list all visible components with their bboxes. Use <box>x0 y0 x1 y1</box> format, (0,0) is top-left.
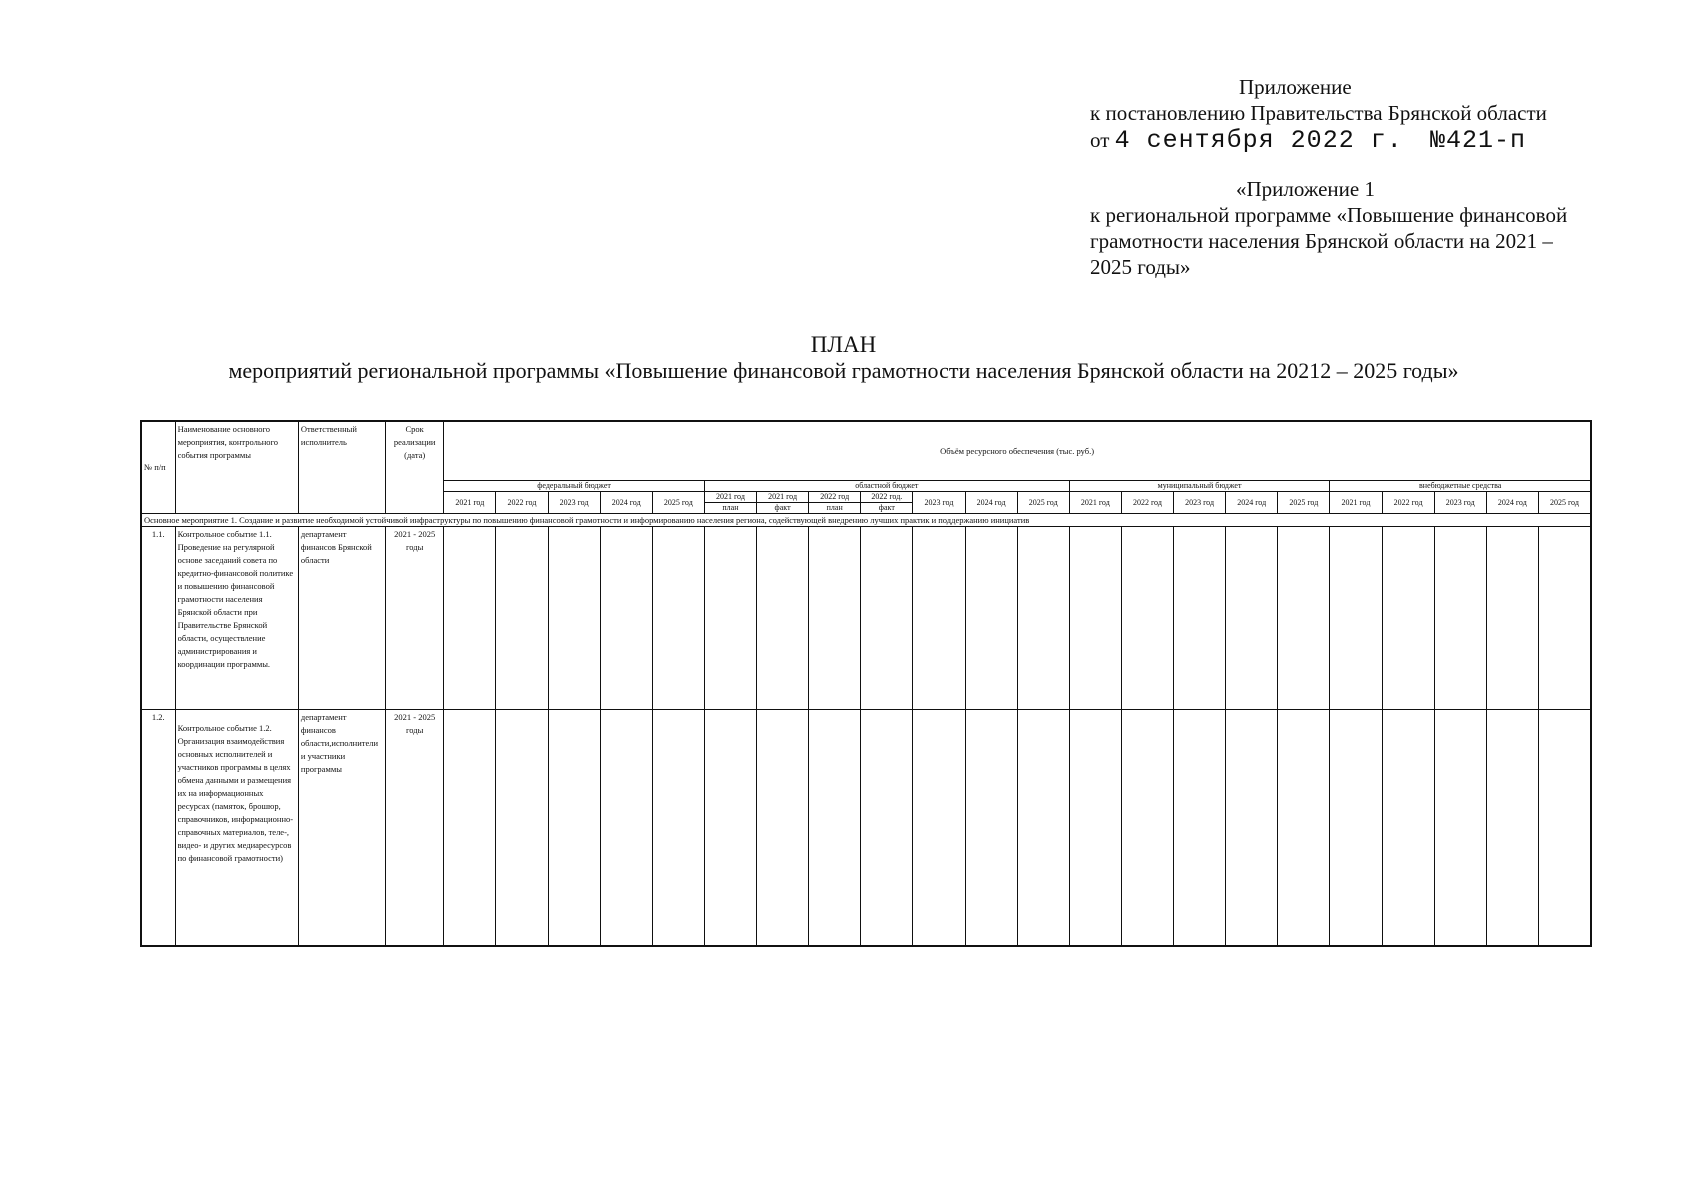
program-line-2: грамотности населения Брянской области на 2021 – <box>1090 229 1553 253</box>
program-line-1: к региональной программе «Повышение финансовой <box>1090 203 1568 227</box>
federal-year-header: 2024 год <box>600 492 652 514</box>
regional-fact-header: факт <box>861 503 913 514</box>
row-responsible: департамент финансов области,исполнители и участники программы <box>298 710 385 947</box>
empty-cell <box>1017 527 1069 710</box>
program-line-3: 2025 годы» <box>1090 255 1191 279</box>
federal-year-header: 2025 год <box>652 492 704 514</box>
empty-cell <box>1226 527 1278 710</box>
col-name-header: Наименование основного мероприятия, контрольного события программы <box>175 421 298 514</box>
empty-cell <box>1226 710 1278 947</box>
empty-cell <box>548 527 600 710</box>
empty-cell <box>1486 527 1538 710</box>
empty-cell <box>652 710 704 947</box>
regional-fact-header: факт <box>757 503 809 514</box>
empty-cell <box>704 527 756 710</box>
row-term: 2021 - 2025 годы <box>386 710 444 947</box>
plan-table <box>140 420 1592 947</box>
table-row <box>141 527 1591 710</box>
extra-year-header: 2022 год <box>1382 492 1434 514</box>
regional-year-header: 2024 год <box>965 492 1017 514</box>
empty-cell <box>496 527 548 710</box>
empty-cell <box>861 527 913 710</box>
empty-cell <box>1434 710 1486 947</box>
date-prefix: от <box>1090 128 1110 152</box>
empty-cell <box>1174 527 1226 710</box>
empty-cell <box>652 527 704 710</box>
empty-cell <box>1069 710 1121 947</box>
empty-cell <box>1069 527 1121 710</box>
date-line <box>1090 127 1547 154</box>
municipal-year-header: 2024 год <box>1226 492 1278 514</box>
municipal-year-header: 2023 год <box>1174 492 1226 514</box>
empty-cell <box>757 710 809 947</box>
empty-cell <box>1121 527 1173 710</box>
empty-cell <box>965 710 1017 947</box>
empty-cell <box>1538 527 1591 710</box>
regional-year-header: 2021 год <box>704 492 756 503</box>
extra-year-header: 2024 год <box>1486 492 1538 514</box>
empty-cell <box>1330 527 1382 710</box>
empty-cell <box>548 710 600 947</box>
empty-cell <box>444 527 496 710</box>
municipal-year-header: 2021 год <box>1069 492 1121 514</box>
col-term-header: Срок реализации (дата) <box>386 421 444 514</box>
page-subtitle: мероприятий региональной программы «Повышение финансовой грамотности населения Брянской области на 20212 – 2025 годы» <box>228 358 1459 383</box>
appendix1-label: «Приложение 1 <box>1236 177 1375 201</box>
section-main-event-1: Основное мероприятие 1. Создание и развитие необходимой устойчивой инфраструктуры по повышению финансовой грамотности и информированию населения региона, содействующей внедрению лучших практик и поддержанию инициатив <box>141 514 1591 527</box>
budget-extra-header: внебюджетные средства <box>1330 481 1591 492</box>
empty-cell <box>496 710 548 947</box>
resolution-line: к постановлению Правительства Брянской области <box>1090 101 1547 125</box>
municipal-year-header: 2022 год <box>1121 492 1173 514</box>
regional-plan-header: план <box>704 503 756 514</box>
row-term: 2021 - 2025 годы <box>386 527 444 710</box>
row-num: 1.1. <box>141 527 175 710</box>
municipal-year-header: 2025 год <box>1278 492 1330 514</box>
page-title: ПЛАН <box>810 332 877 357</box>
number-typed: №421-п <box>1429 126 1526 155</box>
row-name: Контрольное событие 1.1. Проведение на регулярной основе заседаний совета по кредитно-финансовой политике и повышению финансовой грамотности населения Брянской области при Правительстве Брянской области, осуществление администрирования и координации программы. <box>175 527 298 710</box>
federal-year-header: 2022 год <box>496 492 548 514</box>
empty-cell <box>600 527 652 710</box>
col-num-header: № п/п <box>141 421 175 514</box>
appendix-label: Приложение <box>1239 75 1352 99</box>
date-typed: 4 сентября 2022 г. <box>1114 126 1403 155</box>
col-responsible-header: Ответственный исполнитель <box>298 421 385 514</box>
empty-cell <box>1278 710 1330 947</box>
empty-cell <box>704 710 756 947</box>
extra-year-header: 2025 год <box>1538 492 1591 514</box>
regional-plan-header: план <box>809 503 861 514</box>
federal-year-header: 2021 год <box>444 492 496 514</box>
empty-cell <box>1538 710 1591 947</box>
empty-cell <box>1017 710 1069 947</box>
col-resources-header: Объём ресурсного обеспечения (тыс. руб.) <box>444 421 1591 481</box>
empty-cell <box>444 710 496 947</box>
empty-cell <box>861 710 913 947</box>
regional-year-header: 2025 год <box>1017 492 1069 514</box>
budget-municipal-header: муниципальный бюджет <box>1069 481 1330 492</box>
regional-year-header: 2023 год <box>913 492 965 514</box>
regional-year-header: 2022 год. <box>861 492 913 503</box>
empty-cell <box>913 527 965 710</box>
budget-regional-header: областной бюджет <box>704 481 1069 492</box>
table-row <box>141 710 1591 947</box>
empty-cell <box>1174 710 1226 947</box>
empty-cell <box>757 527 809 710</box>
empty-cell <box>1121 710 1173 947</box>
extra-year-header: 2021 год <box>1330 492 1382 514</box>
regional-year-header: 2021 год <box>757 492 809 503</box>
appendix-header <box>1090 74 1547 154</box>
regional-year-header: 2022 год <box>809 492 861 503</box>
row-responsible: департамент финансов Брянской области <box>298 527 385 710</box>
federal-year-header: 2023 год <box>548 492 600 514</box>
empty-cell <box>965 527 1017 710</box>
appendix1-header <box>1090 176 1567 280</box>
empty-cell <box>1330 710 1382 947</box>
empty-cell <box>913 710 965 947</box>
extra-year-header: 2023 год <box>1434 492 1486 514</box>
empty-cell <box>1278 527 1330 710</box>
empty-cell <box>809 710 861 947</box>
empty-cell <box>1382 527 1434 710</box>
empty-cell <box>1434 527 1486 710</box>
empty-cell <box>600 710 652 947</box>
row-name: Контрольное событие 1.2. Организация взаимодействия основных исполнителей и участников программы в целях обмена данными и размещения их на информационных ресурсах (памяток, брошюр, справочников, информационно-справочных материалов, теле-, видео- и других медиаресурсов по финансовой грамотности) <box>175 710 298 947</box>
row-num: 1.2. <box>141 710 175 947</box>
budget-federal-header: федеральный бюджет <box>444 481 705 492</box>
empty-cell <box>809 527 861 710</box>
empty-cell <box>1486 710 1538 947</box>
empty-cell <box>1382 710 1434 947</box>
